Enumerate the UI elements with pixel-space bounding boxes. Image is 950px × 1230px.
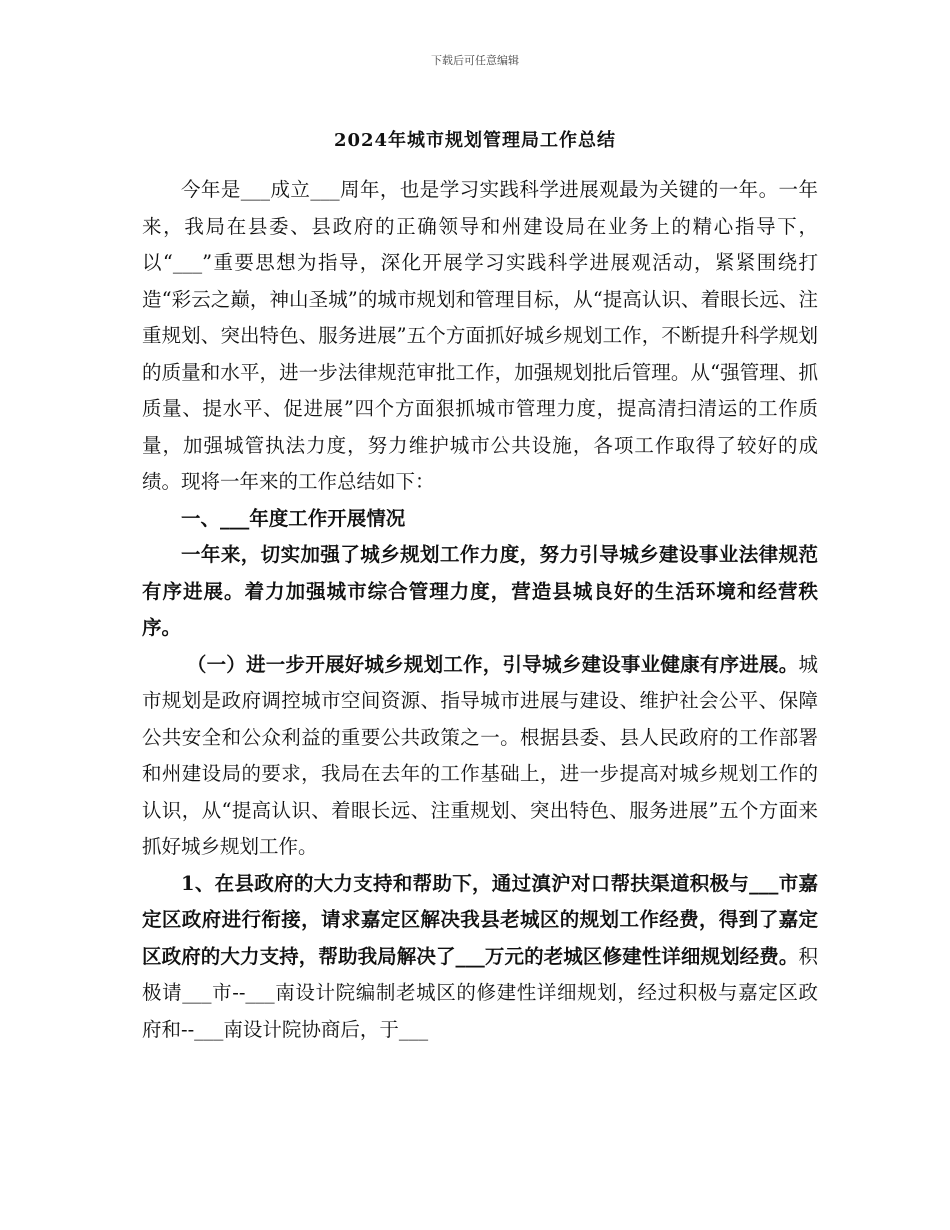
section-summary-paragraph: 一年来，切实加强了城乡规划工作力度，努力引导城乡建设事业法律规范有序进展。着力加强城市综合管理力度，营造县城良好的生活环境和经营秩序。 <box>142 543 818 639</box>
item-paragraph-1 <box>142 866 818 1049</box>
section-heading-1: 一、___年度工作开展情况 <box>181 506 406 530</box>
document-body <box>142 172 818 1048</box>
subsection-text-1: 城市规划是政府调控城市空间资源、指导城市进展与建设、维护社会公平、保障公共安全和公众利益的重要公共政策之一。根据县委、县人民政府的工作部署和州建设局的要求，我局在去年的工作基础上，进一步提高对城乡规划工作的认识，从“提高认识、着眼长远、注重规划、突出特色、服务进展”五个方面来抓好城乡规划工作。 <box>142 652 818 858</box>
page-header-note: 下载后可任意编辑 <box>431 54 519 67</box>
subsection-paragraph-1 <box>142 647 818 866</box>
item-bold-text-1: 1、在县政府的大力支持和帮助下，通过滇沪对口帮扶渠道积极与___市嘉定区政府进行衔接，请求嘉定区解决我县老城区的规划工作经费，得到了嘉定区政府的大力支持，帮助我局解决了___万元的老城区修建性详细规划经费。 <box>142 871 818 968</box>
item-text-1: 积极请___市--___南设计院编制老城区的修建性详细规划，经过积极与嘉定区政府和--___南设计院协商后，于___ <box>142 944 818 1041</box>
document-title: 2024年城市规划管理局工作总结 <box>333 130 617 151</box>
subsection-heading-1: （一）进一步开展好城乡规划工作，引导城乡建设事业健康有序进展。 <box>186 652 799 676</box>
intro-paragraph: 今年是___成立___周年，也是学习实践科学进展观最为关键的一年。一年来，我局在县委、县政府的正确领导和州建设局在业务上的精心指导下，以“___”重要思想为指导，深化开展学习实践科学进展观活动，紧紧围绕打造“彩云之巅，神山圣城”的城市规划和管理目标，从“提高认识、着眼长远、注重规划、突出特色、服务进展”五个方面抓好城乡规划工作，不断提升科学规划的质量和水平，进一步法律规范审批工作，加强规划批后管理。从“强管理、抓质量、提水平、促进展”四个方面狠抓城市管理力度，提高清扫清运的工作质量，加强城管执法力度，努力维护城市公共设施，各项工作取得了较好的成绩。现将一年来的工作总结如下： <box>142 178 818 493</box>
